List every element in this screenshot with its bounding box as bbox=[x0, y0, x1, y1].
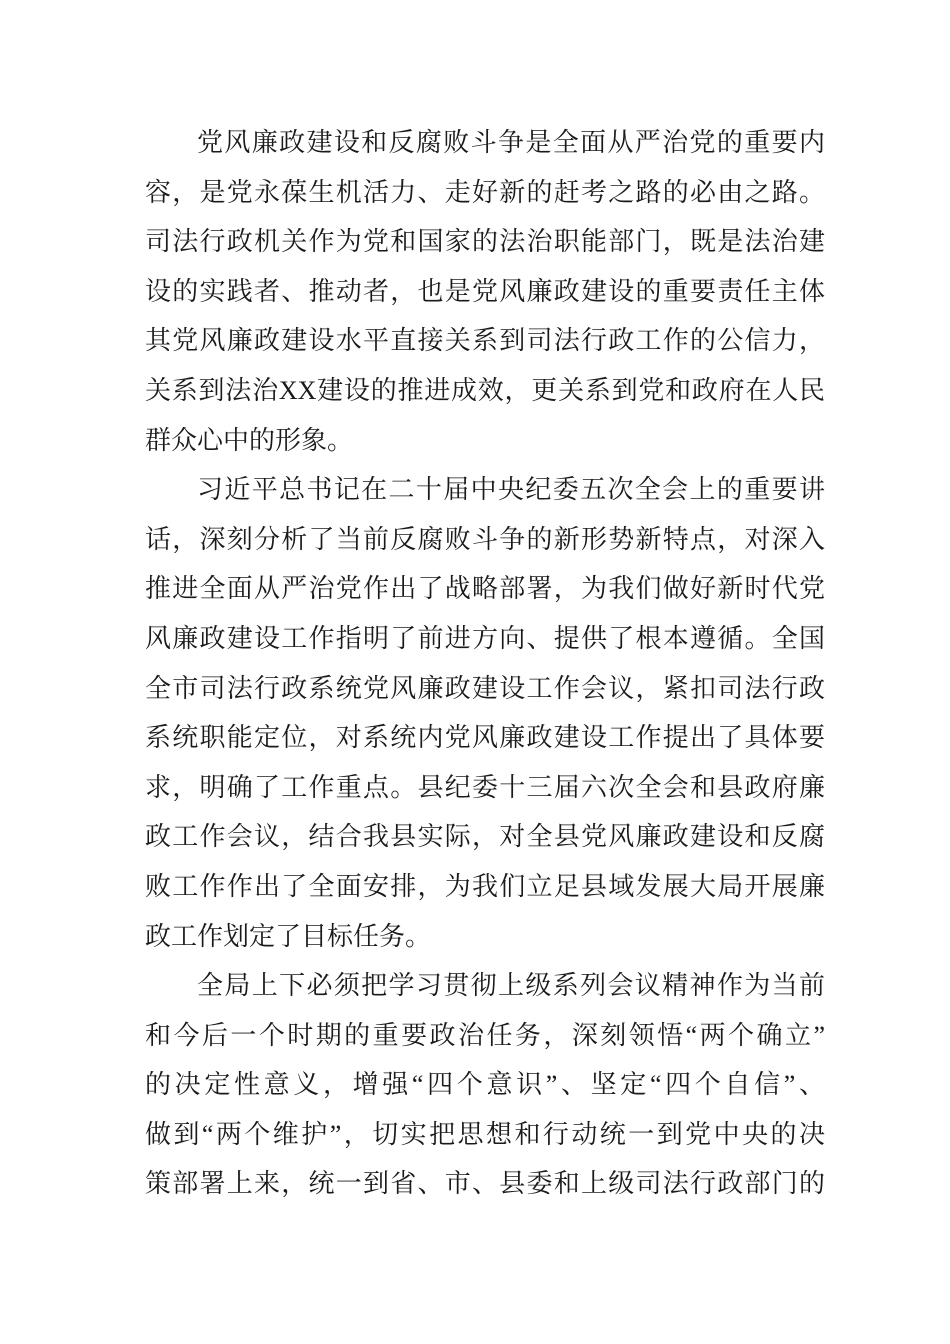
text-line: 的决定性意义，增强“四个意识”、坚定“四个自信”、 bbox=[145, 1070, 825, 1100]
text-line: 推进全面从严治党作出了战略部署，为我们做好新时代党 bbox=[145, 574, 825, 604]
text-line: 党风廉政建设和反腐败斗争是全面从严治党的重要内 bbox=[197, 128, 825, 157]
text-line: 做到“两个维护”，切实把思想和行动统一到党中央的决 bbox=[145, 1119, 825, 1149]
text-line: 关系到法治XX建设的推进成效，更关系到党和政府在人民 bbox=[145, 375, 825, 405]
text-line: 和今后一个时期的重要政治任务，深刻领悟“两个确立” bbox=[145, 1020, 825, 1050]
text-line: 策部署上来，统一到省、市、县委和上级司法行政部门的 bbox=[145, 1169, 825, 1199]
text-line: 司法行政机关作为党和国家的法治职能部门，既是法治建 bbox=[145, 227, 825, 257]
text-line: 求，明确了工作重点。县纪委十三届六次全会和县政府廉 bbox=[145, 772, 825, 802]
paragraph-3 bbox=[145, 961, 950, 1209]
text-line: 设的实践者、推动者，也是党风廉政建设的重要责任主体 bbox=[145, 276, 825, 306]
text-line: 系统职能定位，对系统内党风廉政建设工作提出了具体要 bbox=[145, 723, 825, 753]
text-line: 容，是党永葆生机活力、走好新的赶考之路的必由之路。 bbox=[145, 177, 825, 207]
text-line: 全市司法行政系统党风廉政建设工作会议，紧扣司法行政 bbox=[145, 673, 825, 703]
text-line: 败工作作出了全面安排，为我们立足县域发展大局开展廉 bbox=[145, 871, 825, 901]
paragraph-2 bbox=[145, 465, 950, 961]
text-line: 习近平总书记在二十届中央纪委五次全会上的重要讲 bbox=[197, 475, 825, 505]
text-line: 政工作会议，结合我县实际，对全县党风廉政建设和反腐 bbox=[145, 822, 825, 852]
text-line: 群众心中的形象。 bbox=[145, 425, 354, 455]
text-line: 话，深刻分析了当前反腐败斗争的新形势新特点，对深入 bbox=[145, 524, 825, 554]
paragraph-1 bbox=[145, 118, 950, 465]
text-line: 其党风廉政建设水平直接关系到司法行政工作的公信力， bbox=[145, 326, 825, 356]
text-line: 风廉政建设工作指明了前进方向、提供了根本遵循。全国 bbox=[145, 623, 825, 653]
text-line: 政工作划定了目标任务。 bbox=[145, 921, 432, 951]
text-line: 全局上下必须把学习贯彻上级系列会议精神作为当前 bbox=[197, 971, 825, 1001]
